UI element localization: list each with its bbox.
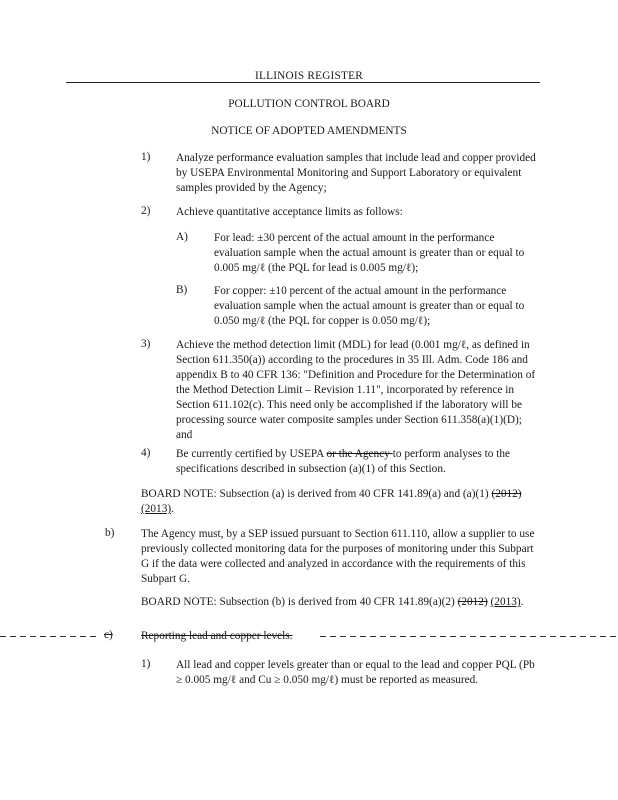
deleted-heading: Reporting lead and copper levels. bbox=[141, 630, 293, 642]
item-number: 1) bbox=[141, 151, 151, 163]
item-number: 4) bbox=[141, 447, 151, 459]
item-text: All lead and copper levels greater than or equal to the lead and copper PQL (Pb ≥ 0.005 mg/ℓ and Cu ≥ 0.050 mg/ℓ) must be reported as measured. bbox=[176, 659, 535, 686]
item-number: 1) bbox=[141, 658, 151, 670]
board-title: POLLUTION CONTROL BOARD bbox=[228, 98, 390, 110]
subsection-letter: b) bbox=[105, 527, 115, 539]
deletion-dash-line bbox=[320, 636, 618, 637]
header-rule bbox=[66, 82, 540, 83]
deleted-text: or the Agency bbox=[326, 448, 393, 460]
subitem-text: For copper: ±10 percent of the actual amount in the performance evaluation sample when the actual amount is greater than or equal to 0.050 mg/ℓ (the PQL for copper is 0.050 mg/ℓ); bbox=[214, 285, 525, 327]
board-note-a: BOARD NOTE: Subsection (a) is derived from 40 CFR 141.89(a) and (a)(1) (2012) (2013). bbox=[141, 488, 522, 515]
inserted-year: (2013) bbox=[490, 596, 521, 608]
item-number: 2) bbox=[141, 205, 151, 217]
item-text: Achieve the method detection limit (MDL) for lead (0.001 mg/ℓ, as defined in Section 611.350(a)) according to the procedures in 35 Ill. Adm. Code 186 and appendix B to 40 CFR 136: "Definition and Procedure for the Determination of the Method Detection Limit – Revision 1.11", incorporated by reference in Section 611.102(c). This need only be accomplished if the laboratory will be processing source water composite samples under Section 611.358(a)(1)(D); and bbox=[176, 339, 536, 441]
subitem-number: A) bbox=[176, 231, 188, 243]
notice-title: NOTICE OF ADOPTED AMENDMENTS bbox=[211, 125, 407, 137]
item-text: Achieve quantitative acceptance limits as follows: bbox=[176, 206, 403, 218]
subsection-text: The Agency must, by a SEP issued pursuant to Section 611.110, allow a supplier to use previously collected monitoring data for the purposes of monitoring under this Subpart G if the data were collected and analyzed in accordance with the requirements of this Subpart G. bbox=[141, 528, 535, 585]
deletion-dash-line bbox=[0, 636, 100, 637]
deleted-year: (2012) bbox=[457, 596, 488, 608]
board-note-b: BOARD NOTE: Subsection (b) is derived from 40 CFR 141.89(a)(2) (2012) (2013). bbox=[141, 596, 524, 608]
deleted-year: (2012) bbox=[491, 488, 522, 500]
subitem-text: For lead: ±30 percent of the actual amount in the performance evaluation sample when the actual amount is greater than or equal to 0.005 mg/ℓ (the PQL for lead is 0.005 mg/ℓ); bbox=[214, 232, 525, 274]
item-text: Analyze performance evaluation samples that include lead and copper provided by USEPA Environmental Monitoring and Support Laboratory or equivalent samples provided by the Agency; bbox=[176, 152, 536, 194]
item-text: Be currently certified by USEPA or the Agency to perform analyses to the specifications described in subsection (a)(1) of this Section. bbox=[176, 448, 511, 475]
subsection-letter: c) bbox=[104, 629, 113, 641]
inserted-year: (2013) bbox=[141, 503, 172, 515]
subitem-number: B) bbox=[176, 284, 188, 296]
register-title: ILLINOIS REGISTER bbox=[255, 70, 363, 82]
item-number: 3) bbox=[141, 338, 151, 350]
